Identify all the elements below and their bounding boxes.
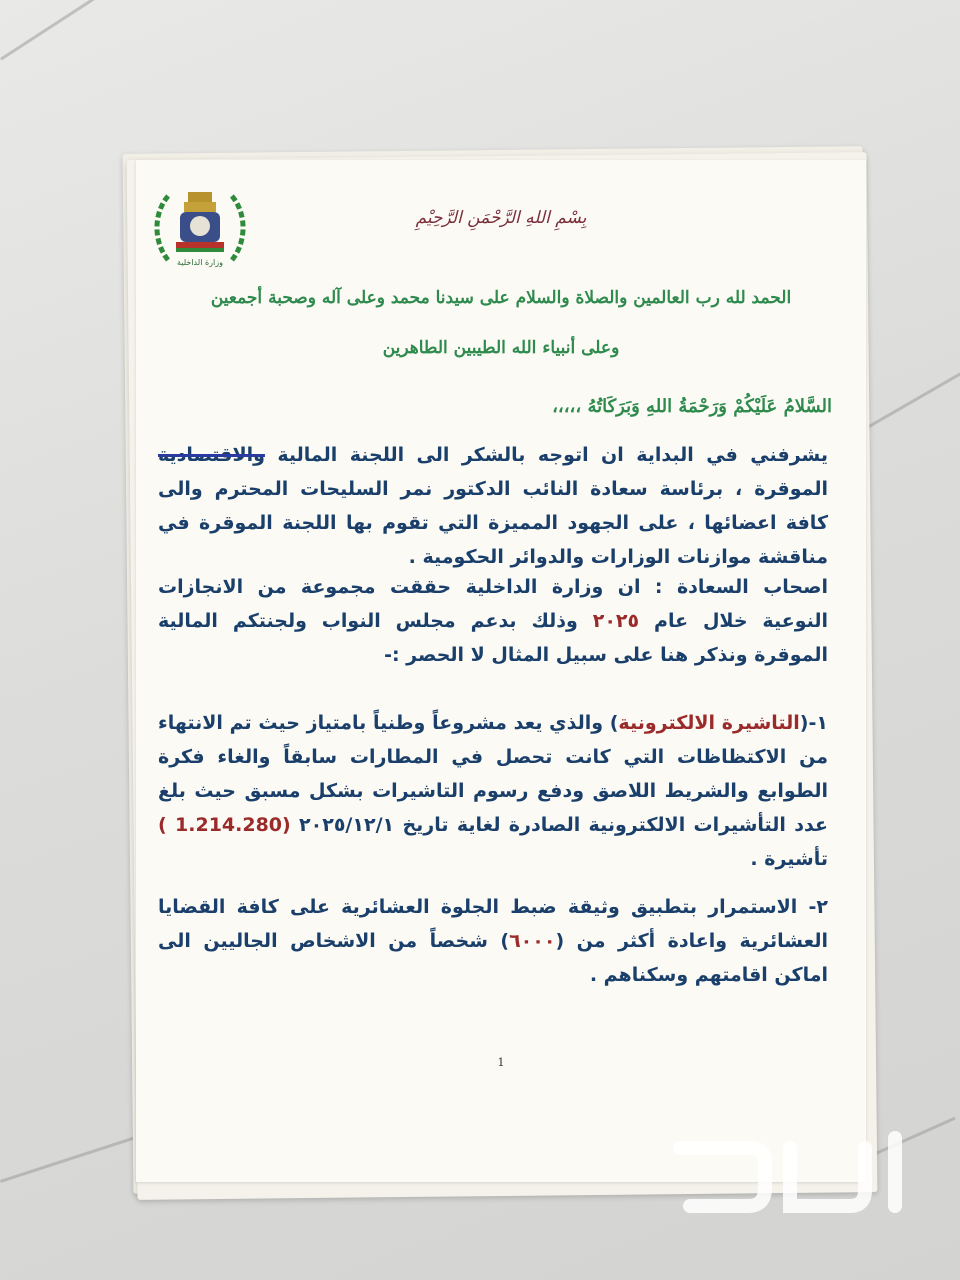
paragraph-thanks — [158, 438, 828, 574]
item1-date: ٢٠٢٥/١٢/١ — [299, 814, 395, 836]
item2-text-end: ) شخصاً من الاشخاص الجاليين الى اماكن اقامتهم وسكناهم . — [158, 930, 828, 986]
struck-word: والاقتصادية — [158, 444, 265, 466]
floor-tile-line — [0, 0, 119, 61]
item2-text-start: ٢- الاستمرار بتطبيق وثيقة ضبط الجلوة العشائرية على كافة القضايا العشائرية واعادة أكثر من ( — [158, 896, 828, 952]
visa-count-highlight: (1.214.280 ) — [158, 814, 300, 836]
year-highlight: ٢٠٢٥ — [592, 610, 640, 632]
list-item-tribal-document — [158, 890, 828, 992]
opening-praise-line-2: وعلى أنبياء الله الطيبين الطاهرين — [382, 338, 620, 358]
emblem-caption: وزارة الداخلية — [177, 258, 223, 267]
floor-tile-line — [860, 360, 960, 433]
opening-praise-line-1: الحمد لله رب العالمين والصلاة والسلام على سيدنا محمد وعلى آله وصحبة أجمعين — [210, 288, 792, 308]
item1-end: تأشيرة . — [750, 848, 828, 870]
persons-count-highlight: ٦٠٠٠ — [509, 930, 556, 952]
basmala-header: بِسْمِ اللهِ الرَّحْمَنِ الرَّحِيْمِ — [415, 208, 587, 228]
paragraph-achievements-intro — [158, 570, 828, 672]
greeting-line: السَّلامُ عَلَيْكُمْ وَرَحْمَةُ اللهِ وَبَرَكَاتُهُ ،،،،، — [552, 396, 832, 417]
item1-text: ) والذي يعد مشروعاً وطنياً بامتياز حيث تم الانتهاء من الاكتظاظات التي كانت تحصل في المطارات سابقاً والغاء فكرة الطوابع والشريط اللاصق ودفع رسوم التاشيرات بشكل مسبق حيث بلغ عدد التأشيرات الالكترونية الصادرة لغاية تاريخ — [158, 712, 828, 836]
intro-text-start: اصحاب السعادة : ان وزارة الداخلية حققت مجموعة من الانجازات النوعية خلال عام — [158, 576, 829, 632]
thanks-text-start: يشرفني في البداية ان اتوجه بالشكر الى اللجنة المالية — [264, 444, 828, 466]
list-item-e-visa — [158, 706, 828, 876]
item1-number: ١-( — [799, 712, 828, 734]
e-visa-highlight: التاشيرة الالكترونية — [618, 712, 800, 734]
intro-text-end: وذلك بدعم مجلس النواب ولجنتكم المالية الموقرة ونذكر هنا على سبيل المثال لا الحصر :- — [158, 610, 828, 666]
thanks-text-end: الموقرة ، برئاسة سعادة النائب الدكتور نمر السليحات المحترم والى كافة اعضائها ، على الجهود المميزة التي تقوم بها اللجنة الموقرة في مناقشة موازنات الوزارات والدوائر الحكومية . — [158, 478, 828, 568]
document-page — [136, 160, 866, 1182]
news-agency-logo — [660, 1128, 920, 1228]
page-number: 1 — [497, 1056, 505, 1069]
